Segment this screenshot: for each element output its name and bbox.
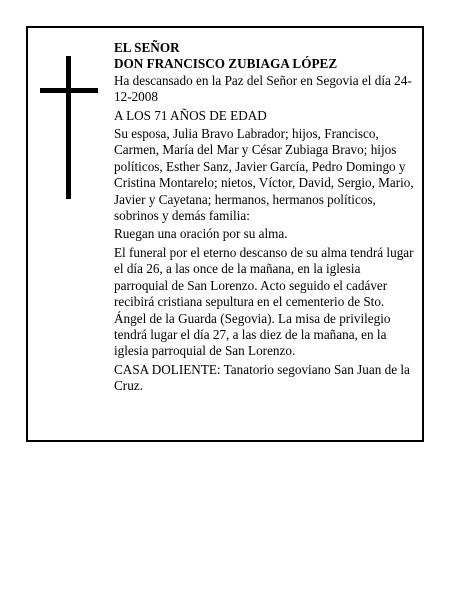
mourning-house: CASA DOLIENTE: Tanatorio segoviano San Juan de la Cruz. [114,361,410,394]
death-announcement: Ha descansado en la Paz del Señor en Segovia el día 24-12-2008 [114,72,412,105]
cross-icon [40,56,98,199]
prayer-line: Ruegan una oración por su alma. [114,226,288,242]
obituary-notice [26,26,424,442]
heading-title: EL SEÑOR [114,40,180,55]
notice-text [114,40,416,397]
family-paragraph: Su esposa, Julia Bravo Labrador; hijos, Francisco, Carmen, María del Mar y César Zubiaga Bravo; hijos políticos, Esther Sanz, Javier García, Pedro Domingo y Cristina Montarelo; nietos, Víctor, David, Sergio, Mario, Javier y Cayetana; hermanos, hermanos políticos, sobrinos y demás familia: [114,126,414,224]
deceased-name: DON FRANCISCO ZUBIAGA LÓPEZ [114,56,338,72]
cross-horizontal-bar [40,88,98,93]
funeral-paragraph: El funeral por el eterno descanso de su alma tendrá lugar el día 26, a las once de la mañana, en la iglesia parroquial de San Lorenzo. Acto seguido el cadáver recibirá cristiana sepultura en el cementerio de Sto. Ángel de la Guarda (Segovia). La misa de privilegio tendrá lugar el día 27, a las diez de la mañana, en la iglesia parroquial de San Lorenzo. [114,244,414,359]
age-line: A LOS 71 AÑOS DE EDAD [114,107,267,123]
cross-vertical-bar [66,56,71,199]
